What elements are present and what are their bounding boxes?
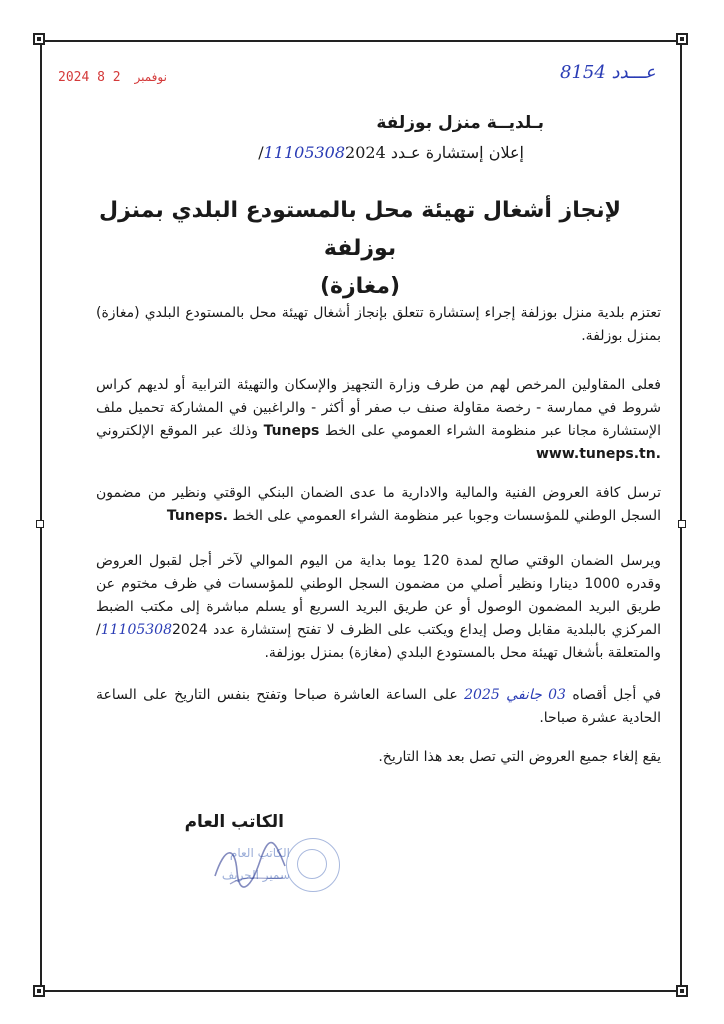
registration-number [560,62,656,83]
eligibility-mid: وذلك عبر الموقع الإلكتروني [96,423,258,439]
consultation-reference [258,143,524,162]
stamp-line-1: الكاتب العام [229,846,290,860]
consultation-number: 11105308 [263,143,346,162]
deadline-date: 03 جانفي 2025 [464,687,566,703]
submission-text: ترسل كافة العروض الفنية والمالية والادارية ما عدى الضمان البنكي الوقتي ونظير من مضمون السجل الوطني للمؤسسات وجوبا عبر منظومة الشراء العمومي على الخط [96,485,661,524]
tuneps-label: Tuneps [263,423,320,439]
stamp-day: 2 8 [97,70,121,85]
tuneps-website: www.tuneps.tn. [536,446,661,462]
corner-ornament [676,985,688,997]
paragraph-submission [96,482,661,528]
handwritten-signature [205,836,295,896]
title-line-2: (مغازة) [319,274,401,299]
paragraph-deadline [96,684,661,730]
consultation-prefix: إعلان إستشارة عـدد [390,143,524,162]
guarantee-text: ويرسل الضمان الوقتي صالح لمدة 120 يوما بداية من اليوم الموالي لآخر أجل لقبول العروض وقدره 1000 دينارا ونظير أصلي من مضمون السجل الوطني للمؤسسات في ظرف مختوم عن طريق البريد المضمون الوصول أو عن طريق البريد السريع أو يسلم مباشرة إلى مكتب الضبط المركزي بالبلدية مقابل وصل إيداع ويكتب على الظرف لا تفتح إستشارة عدد [96,553,662,638]
border-ornament [36,520,44,528]
paragraph-eligibility [96,374,661,466]
municipality-name: بـلديــة منزل بوزلفة [376,113,544,133]
stamp-line-2: سمير الحريف [221,868,290,882]
eligibility-text: فعلى المقاولين المرخص لهم من طرف وزارة التجهيز والإسكان والتهيئة الترابية أو لديهم كراس شروط في ممارسة - رخصة مقاولة صنف ب صفر أو أكثر - والراغبين في المشاركة تحميل ملف الإستشارة مجانا عبر منظومة الشراء العمومي على الخط [96,377,661,439]
tuneps-label: Tuneps. [166,508,228,524]
stamp-year: 2024 [58,70,90,85]
guarantee-consultation-number: 11105308 [100,622,172,638]
deadline-prefix: في أجل أقصاه [572,687,662,703]
guarantee-end: والمتعلقة بأشغال تهيئة محل بالمستودع البلدي (مغازة) بمنزل بوزلفة. [264,645,661,661]
title-line-1: لإنجاز أشغال تهيئة محل بالمستودع البلدي بمنزل بوزلفة [99,198,621,261]
stamp-month: نوفمبر [134,70,167,84]
date-stamp [58,70,173,85]
consultation-year: 2024/ [258,143,386,162]
guarantee-consultation-year: 2024/ [96,622,208,638]
deadline-suffix: على الساعة العاشرة صباحا وتفتح بنفس التاريخ على الساعة الحادية عشرة صباحا. [96,687,661,726]
paragraph-cancellation: يقع إلغاء جميع العروض التي تصل بعد هذا التاريخ. [378,749,661,765]
signatory-title: الكاتب العام [184,812,284,832]
corner-ornament [676,33,688,45]
paragraph-guarantee [96,550,661,665]
border-ornament [678,520,686,528]
announcement-title [80,192,640,306]
paragraph-intro: تعتزم بلدية منزل بوزلفة إجراء إستشارة تتعلق بإنجاز أشغال تهيئة محل بالمستودع البلدي (مغازة) بمنزل بوزلفة. [96,305,661,344]
corner-ornament [33,33,45,45]
registration-value: 8154 [560,62,606,83]
corner-ornament [33,985,45,997]
registration-label: عـــدد [611,62,656,83]
